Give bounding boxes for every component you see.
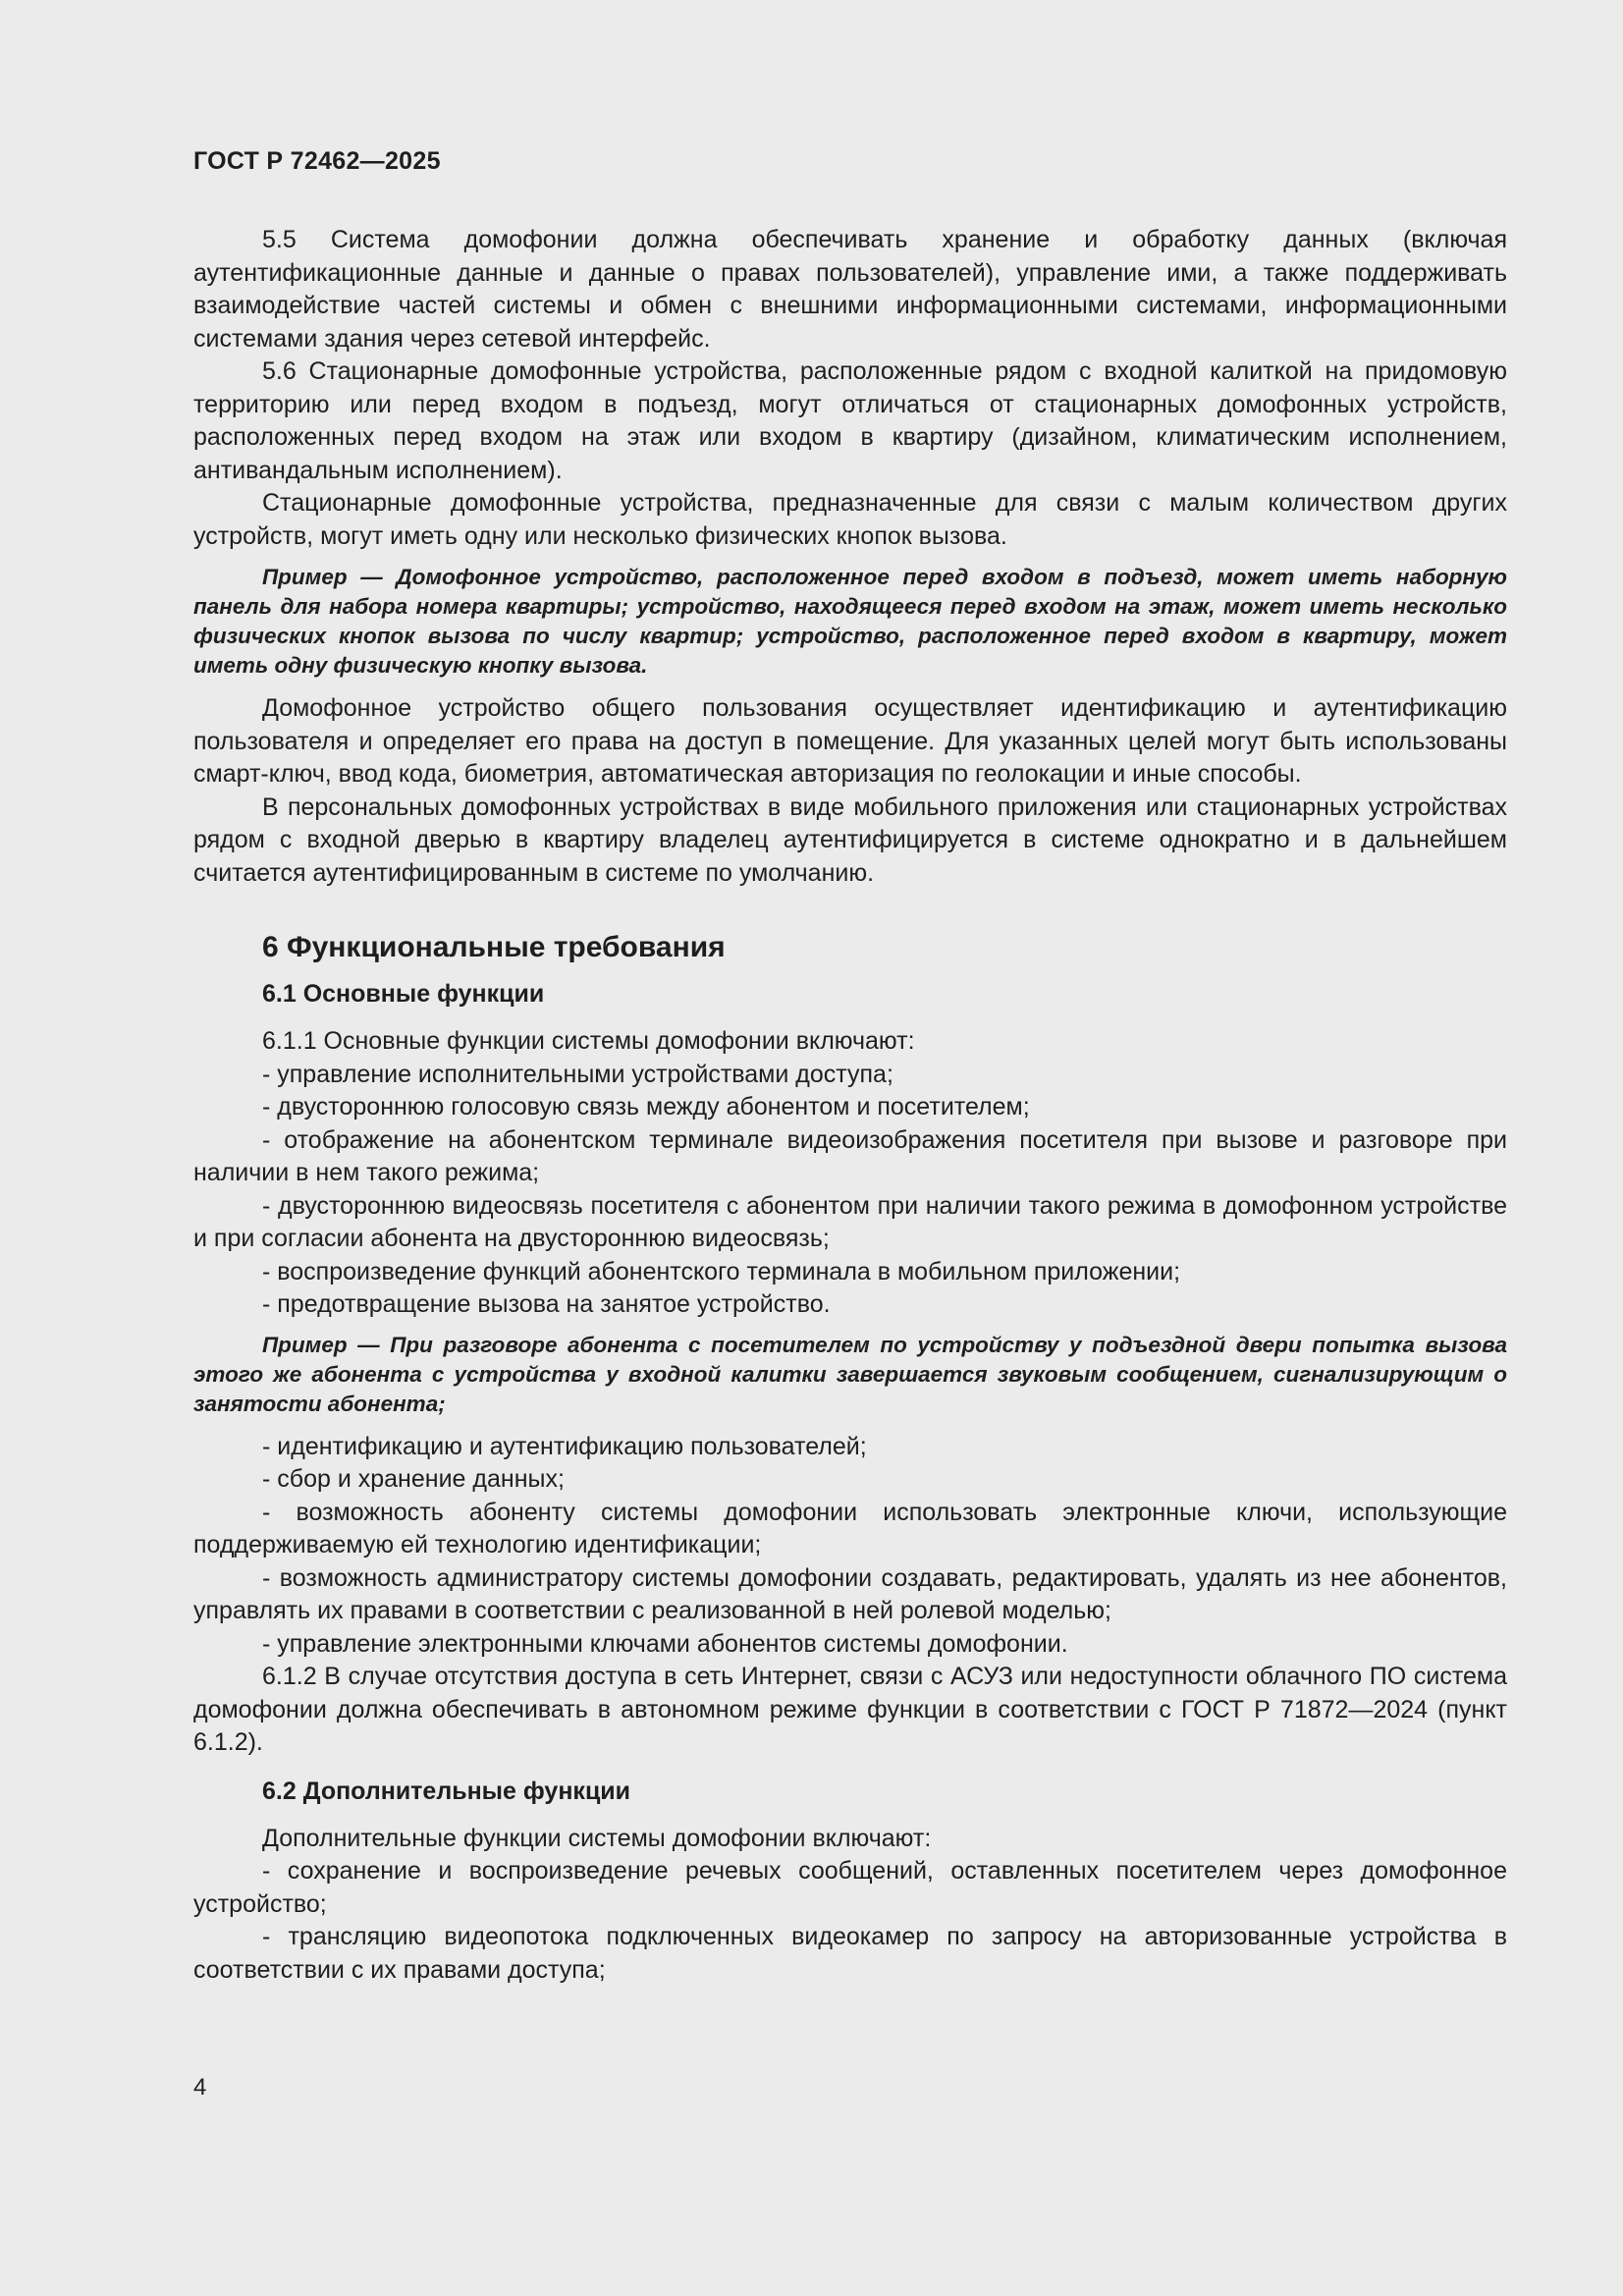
list-item: - управление электронными ключами абонентов системы домофонии. — [262, 1629, 1068, 1658]
list-item: - управление исполнительными устройствами доступа; — [262, 1060, 893, 1088]
paragraph-personal: В персональных домофонных устройствах в виде мобильного приложения или стационарных устройствах рядом с входной дверью в квартиру владелец аутентифицируется в системе однократно и в дальнейшем считается аутентифицированным в системе по умолчанию. — [193, 793, 1507, 887]
example-note-1: Пример — Домофонное устройство, расположенное перед входом в подъезд, может иметь наборную панель для набора номера квартиры; устройство, находящееся перед входом на этаж, может иметь несколько физических кнопок вызова по числу квартир; устройство, расположенное перед входом в квартиру, может иметь одну физическую кнопку вызова. — [193, 565, 1507, 678]
paragraph-common-use: Домофонное устройство общего пользования осуществляет идентификацию и аутентификацию пользователя и определяет его права на доступ в помещение. Для указанных целей могут быть использованы смарт-ключ, ввод кода, биометрия, автоматическая авторизация по геолокации и иные способы. — [193, 694, 1507, 788]
example-note-2: Пример — При разговоре абонента с посетителем по устройству у подъездной двери попытка вызова этого же абонента с устройства у входной калитки завершается звуковым сообщением, сигнализирующим о занятости абонента; — [193, 1332, 1507, 1416]
list-item: - отображение на абонентском терминале видеоизображения посетителя при вызове и разговоре при наличии в нем такого режима; — [193, 1125, 1507, 1186]
clause-6-1-1: 6.1.1 Основные функции системы домофонии включают: — [262, 1027, 915, 1055]
paragraph-stationary: Стационарные домофонные устройства, предназначенные для связи с малым количеством других устройств, могут иметь одну или несколько физических кнопок вызова. — [193, 489, 1507, 550]
section-6-1-heading: 6.1 Основные функции — [262, 980, 545, 1008]
list-item: - двустороннюю видеосвязь посетителя с абонентом при наличии такого режима в домофонном устройстве и при согласии абонента на двустороннюю видеосвязь; — [193, 1191, 1507, 1252]
list-item: - трансляцию видеопотока подключенных видеокамер по запросу на авторизованные устройства в соответствии с их правами доступа; — [193, 1923, 1507, 1984]
list-item: - двустороннюю голосовую связь между абонентом и посетителем; — [262, 1093, 1030, 1121]
page-number: 4 — [193, 2074, 207, 2101]
list-item: - воспроизведение функций абонентского терминала в мобильном приложении; — [262, 1257, 1181, 1285]
main-functions-list-continued — [193, 1431, 1507, 1662]
document-body — [193, 224, 1507, 1987]
section-6-heading: 6 Функциональные требования — [262, 931, 726, 963]
list-item: - сохранение и воспроизведение речевых сообщений, оставленных посетителем через домофонное устройство; — [193, 1857, 1507, 1918]
list-item: - предотвращение вызова на занятое устройство. — [262, 1290, 831, 1318]
clause-6-1-2: 6.1.2 В случае отсутствия доступа в сеть Интернет, связи с АСУЗ или недоступности облачного ПО система домофонии должна обеспечивать в автономном режиме функции в соответствии с ГОСТ Р 71872—2024 (пункт 6.1.2). — [193, 1663, 1507, 1756]
main-functions-list — [193, 1059, 1507, 1322]
list-item: - возможность администратору системы домофонии создавать, редактировать, удалять из нее абонентов, управлять их правами в соответствии с реализованной в ней ролевой моделью; — [193, 1563, 1507, 1624]
additional-functions-list — [193, 1855, 1507, 1987]
list-item: - возможность абоненту системы домофонии использовать электронные ключи, использующие поддерживаемую ей технологию идентификации; — [193, 1498, 1507, 1558]
section-6-2-heading: 6.2 Дополнительные функции — [262, 1777, 631, 1805]
additional-functions-intro: Дополнительные функции системы домофонии включают: — [262, 1824, 932, 1852]
clause-5-5: 5.5 Система домофонии должна обеспечивать хранение и обработку данных (включая аутентификационные данные и данные о правах пользователей), управление ими, а также поддерживать взаимодействие частей системы и обмен с внешними информационными системами, информационными системами здания через сетевой интерфейс. — [193, 226, 1507, 353]
standard-header: ГОСТ Р 72462—2025 — [193, 147, 441, 175]
list-item: - сбор и хранение данных; — [262, 1465, 565, 1493]
list-item: - идентификацию и аутентификацию пользователей; — [262, 1432, 867, 1460]
clause-5-6: 5.6 Стационарные домофонные устройства, расположенные рядом с входной калиткой на придомовую территорию или перед входом в подъезд, могут отличаться от стационарных домофонных устройств, расположенных перед входом на этаж или входом в квартиру (дизайном, климатическим исполнением, антивандальным исполнением). — [193, 357, 1507, 484]
